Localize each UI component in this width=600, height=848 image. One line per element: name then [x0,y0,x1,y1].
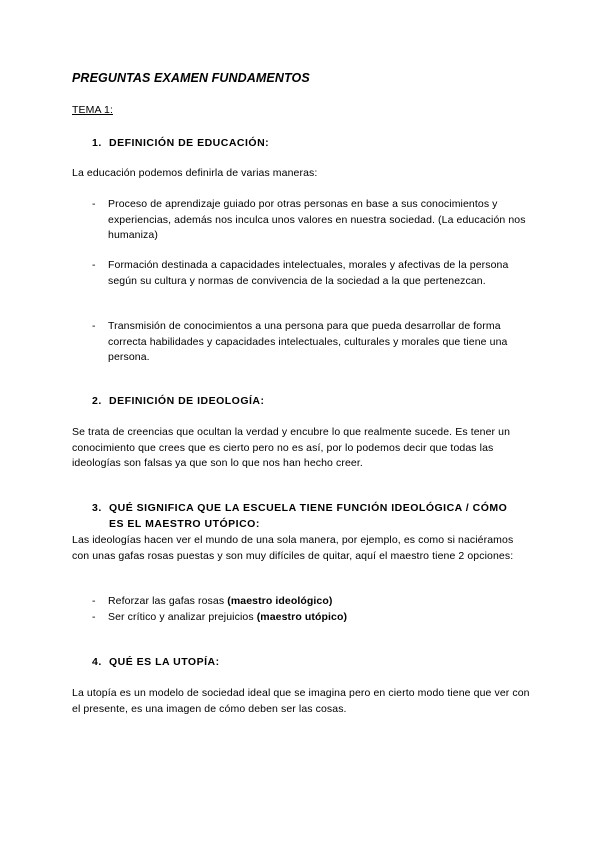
bullet-dash: - [92,595,96,607]
list-item-text: Formación destinada a capacidades intelectuales, morales y afectivas de la persona según su cultura y normas de convivencia de la sociedad a la que pertenezcan. [108,259,509,287]
section-3-text: Las ideologías hacen ver el mundo de una sola manera, por ejemplo, es como si naciéramos con unas gafas rosas puestas y son muy difíciles de quitar, aquí el maestro tiene 2 opciones: [72,534,514,562]
list-item [92,594,532,610]
section-title-line2: ES EL MAESTRO UTÓPICO: [109,518,260,530]
list-item-plain: Ser crítico y analizar prejuicios [108,611,257,623]
list-item-text: Transmisión de conocimientos a una persona para que pueda desarrollar de forma correcta habilidades y capacidades intelectuales, culturales y morales que tiene una persona. [108,320,508,363]
list-item-plain: Reforzar las gafas rosas [108,595,228,607]
section-1-intro: La educación podemos definirla de varias maneras: [72,167,318,179]
list-item [92,610,532,626]
section-number: 3. [92,502,102,514]
list-item-text [108,594,528,610]
section-title: QUÉ ES LA UTOPÍA: [109,656,220,668]
list-item [92,258,532,306]
list-item-bold: (maestro ideológico) [227,595,333,607]
document-title: PREGUNTAS EXAMEN FUNDAMENTOS [72,71,310,85]
list-item-bold: (maestro utópico) [256,611,348,623]
section-4-heading [92,656,532,670]
list-item [92,197,532,245]
section-title-line1: QUÉ SIGNIFICA QUE LA ESCUELA TIENE FUNCIÓN IDEOLÓGICA / CÓMO [109,502,508,514]
bullet-dash: - [92,320,96,332]
list-item-text: Proceso de aprendizaje guiado por otras personas en base a sus conocimientos y experiencias, además nos inculca unos valores en nuestra sociedad. (La educación nos humaniza) [108,198,526,241]
section-2-text: Se trata de creencias que ocultan la verdad y encubre lo que realmente sucede. Es tener un conocimiento que crees que es cierto pero no es así, por lo podemos decir que todas las ideologías son falsas ya que son lo que nos han hecho creer. [72,426,511,469]
section-number: 1. [92,137,102,149]
section-2-heading [92,395,532,409]
section-title: DEFINICIÓN DE IDEOLOGÍA: [109,395,265,407]
section-1-heading [92,137,532,151]
section-4-text: La utopía es un modelo de sociedad ideal que se imagina pero en cierto modo tiene que ver con el presente, es una imagen de cómo deben ser las cosas. [72,687,530,715]
tema-label: TEMA 1: [72,104,113,116]
bullet-dash: - [92,611,96,623]
section-number: 4. [92,656,102,668]
section-title: DEFINICIÓN DE EDUCACIÓN: [109,137,270,149]
section-3-heading [92,502,542,532]
bullet-dash: - [92,198,96,210]
section-number: 2. [92,395,102,407]
list-item-text [108,610,528,626]
bullet-dash: - [92,259,96,271]
list-item [92,319,532,367]
